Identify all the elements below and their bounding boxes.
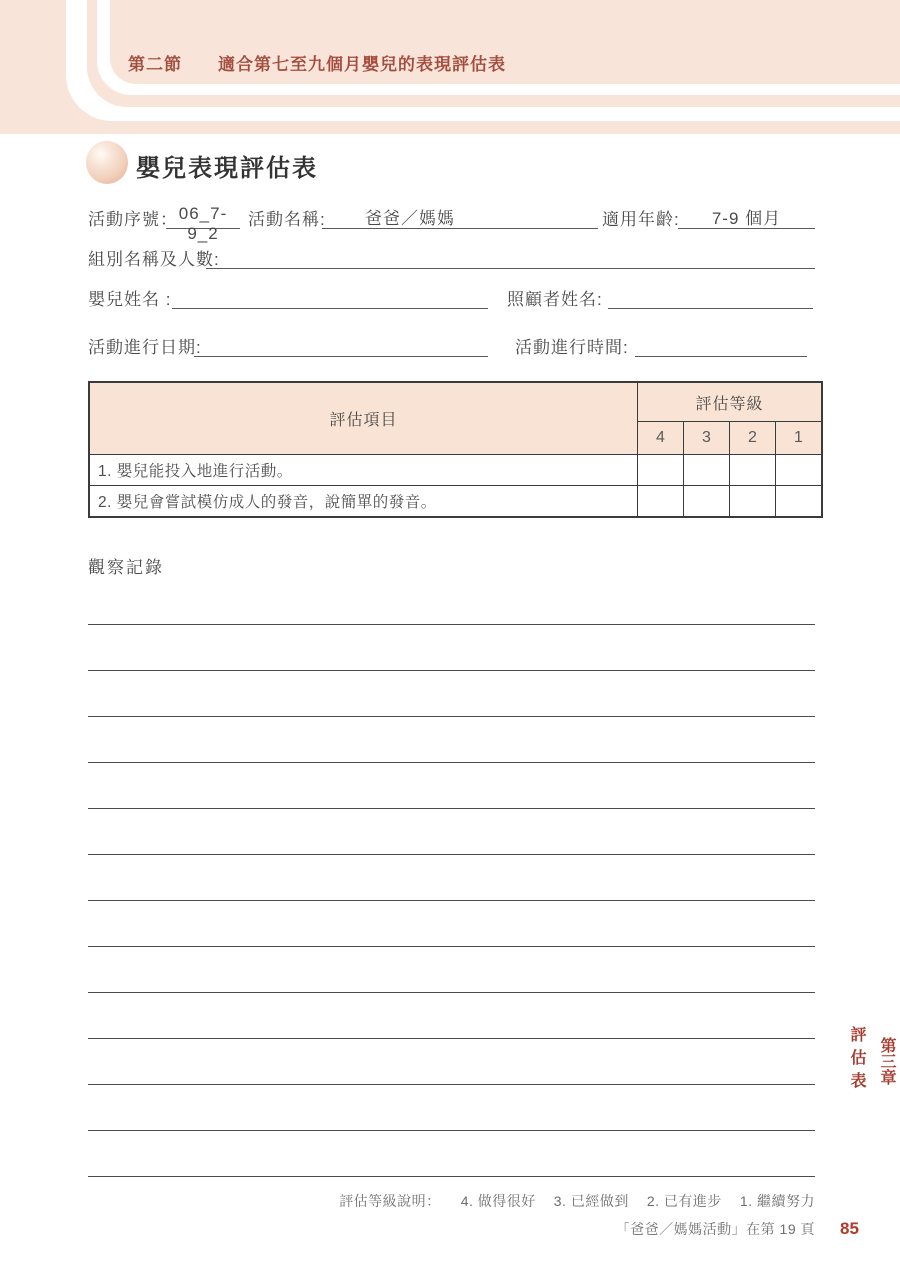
activity-name-label: 活動名稱: (248, 210, 326, 229)
writing-line[interactable] (88, 670, 815, 671)
section-title: 適合第七至九個月嬰兒的表現評估表 (218, 55, 506, 74)
group-label: 組別名稱及人數: (88, 250, 220, 269)
writing-line[interactable] (88, 900, 815, 901)
score-cell[interactable] (776, 486, 823, 518)
assessment-rows (89, 455, 822, 518)
legend-item: 4. 做得很好 (460, 1193, 536, 1209)
infant-name-field[interactable] (172, 284, 488, 309)
assessment-item-text: 1. 嬰兒能投入地進行活動。 (89, 455, 638, 486)
section-heading (128, 50, 506, 75)
score-cell[interactable] (730, 455, 776, 486)
activity-page-note: 「爸爸／媽媽活動」在第 19 頁 (615, 1221, 815, 1237)
writing-line[interactable] (88, 1038, 815, 1039)
assessment-table (88, 381, 823, 518)
legend-label: 評估等級說明： (339, 1193, 441, 1209)
infant-name-label: 嬰兒姓名 : (88, 290, 172, 309)
grade-header-cell: 3 (684, 422, 730, 455)
score-cell[interactable] (638, 486, 684, 518)
score-cell[interactable] (638, 455, 684, 486)
activity-no-label: 活動序號： (88, 210, 178, 229)
time-label: 活動進行時間: (515, 338, 629, 357)
header-band (0, 0, 900, 134)
table-row (89, 486, 822, 518)
score-cell[interactable] (684, 486, 730, 518)
caregiver-label: 照顧者姓名: (507, 290, 603, 309)
score-cell[interactable] (684, 455, 730, 486)
writing-line[interactable] (88, 624, 815, 625)
writing-line[interactable] (88, 854, 815, 855)
chapter-title: 評估表 (848, 1026, 865, 1095)
activity-no-field[interactable]: 06_7-9_2 (166, 204, 240, 229)
legend-item: 1. 繼續努力 (739, 1193, 815, 1209)
writing-line[interactable] (88, 808, 815, 809)
grade-header-cell: 1 (776, 422, 823, 455)
page-title: 嬰兒表現評估表 (136, 155, 318, 182)
grade-column-header: 評估等級 (638, 382, 823, 422)
section-label: 第二節 (128, 55, 182, 74)
item-column-header: 評估項目 (89, 382, 638, 455)
age-field[interactable]: 7-9 個月 (678, 204, 815, 229)
header-inner-box (110, 0, 900, 84)
page-number: 85 (840, 1219, 859, 1238)
writing-line[interactable] (88, 1084, 815, 1085)
writing-line[interactable] (88, 1130, 815, 1131)
score-cell[interactable] (776, 455, 823, 486)
legend-item: 2. 已有進步 (646, 1193, 722, 1209)
writing-line[interactable] (88, 762, 815, 763)
age-label: 適用年齡: (602, 210, 680, 229)
legend-item: 3. 已經做到 (553, 1193, 629, 1209)
observation-label: 觀察記錄 (88, 558, 164, 577)
assessment-item-text: 2. 嬰兒會嘗試模仿成人的發音，說簡單的發音。 (89, 486, 638, 518)
date-field[interactable] (194, 332, 488, 357)
writing-line[interactable] (88, 1176, 815, 1177)
grade-header-cell: 4 (638, 422, 684, 455)
table-header-row (89, 382, 822, 422)
time-field[interactable] (635, 332, 807, 357)
table-row (89, 455, 822, 486)
grade-legend (339, 1191, 815, 1211)
pearl-bullet-icon (86, 141, 128, 184)
caregiver-field[interactable] (608, 284, 813, 309)
date-label: 活動進行日期: (88, 338, 202, 357)
grade-header-cell: 2 (730, 422, 776, 455)
chapter-tab (848, 1026, 894, 1095)
writing-line[interactable] (88, 946, 815, 947)
chapter-number: 第三章 (878, 1036, 895, 1085)
group-field[interactable] (206, 244, 815, 269)
writing-line[interactable] (88, 992, 815, 993)
score-cell[interactable] (730, 486, 776, 518)
activity-name-field[interactable]: 爸爸／媽媽 (322, 204, 598, 229)
writing-line[interactable] (88, 716, 815, 717)
